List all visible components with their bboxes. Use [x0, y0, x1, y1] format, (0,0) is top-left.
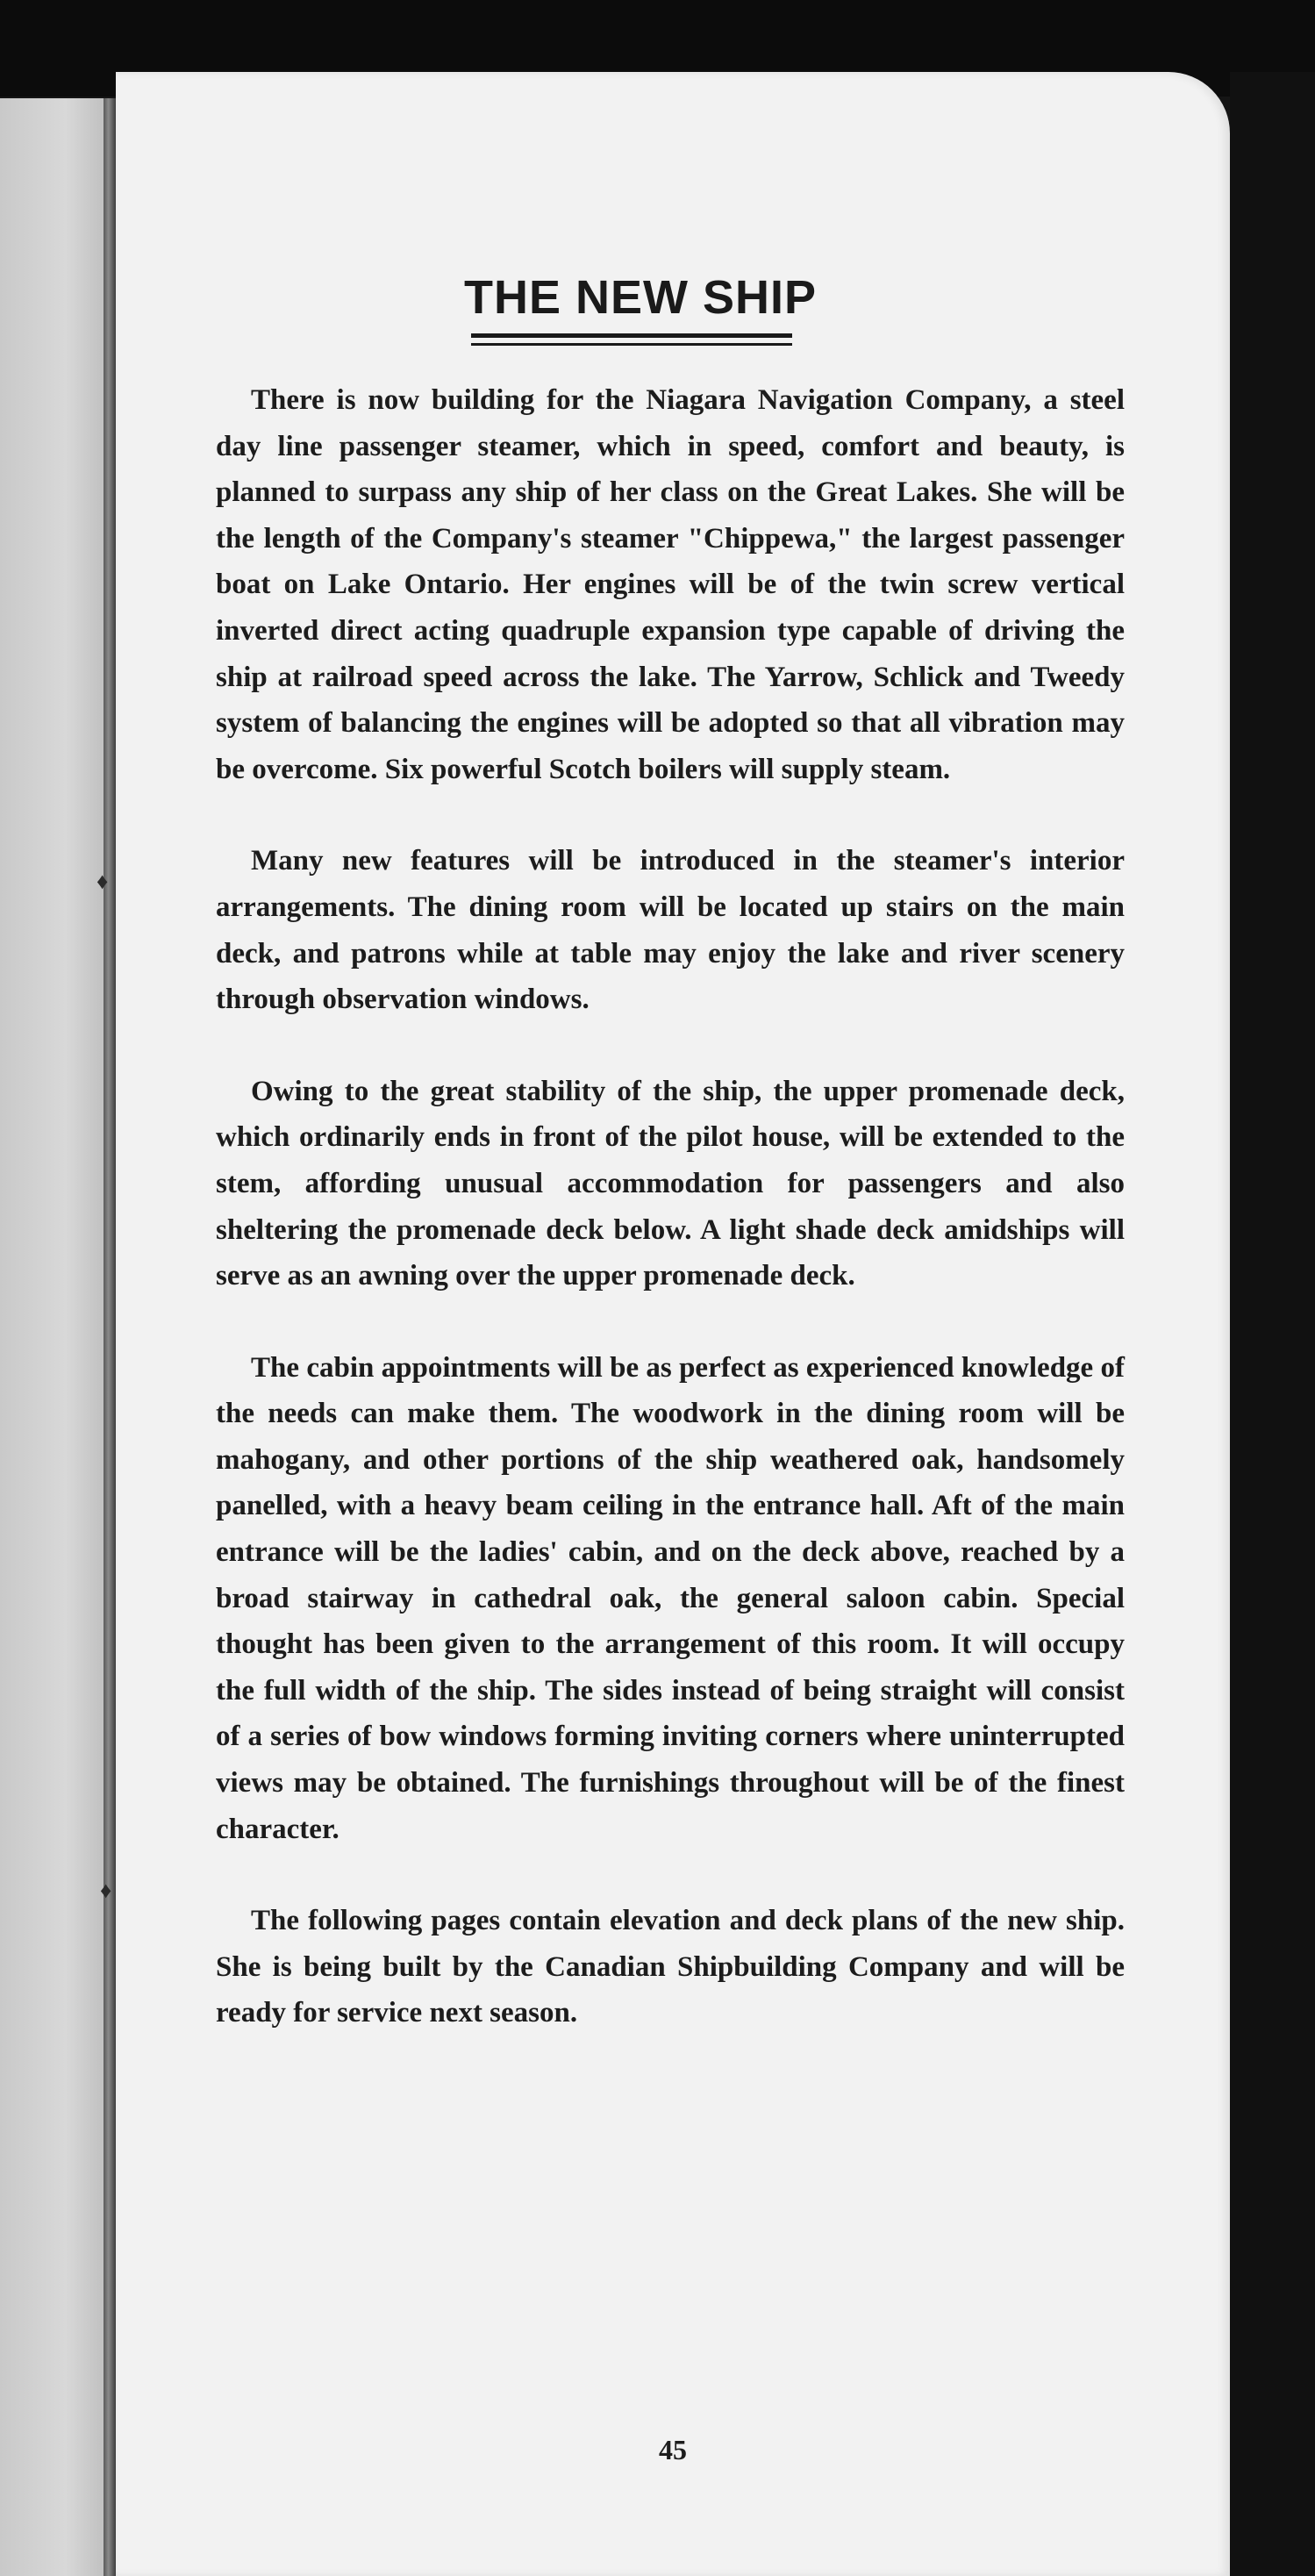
- page-title: THE NEW SHIP: [463, 271, 818, 324]
- title-rule-thin: [471, 343, 792, 346]
- page-number: 45: [659, 2434, 687, 2465]
- paragraph-engines: There is now building for the Niagara Navigation Company, a steel day line passenger steamer, which in speed, comfort and beauty, is planned to surpass any ship of her class on the Great Lakes. She will be the length of the Company's steamer "Chippewa," the largest passenger boat on Lake Ontario. Her engines will be of the twin screw vertical inverted direct acting quadruple expansion type capable of driving the ship at railroad speed across the lake. The Yarrow, Schlick and Tweedy system of balancing the engines will be adopted so that all vibration may be overcome. Six powerful Scotch boilers will supply steam.: [216, 384, 1125, 785]
- margin-mark: ♦: [96, 869, 109, 894]
- title-rule-thick: [471, 333, 792, 338]
- book-spine: [104, 98, 116, 2576]
- article-body: [216, 377, 1125, 2082]
- paragraph-decks: Owing to the great stability of the ship, the upper promenade deck, which ordinarily ends in front of the pilot house, will be extended to the stem, affording unusual accommodation for passengers and also sheltering the promenade deck below. A light shade deck amidships will serve as an awning over the upper promenade deck.: [216, 1075, 1125, 1292]
- facing-page-edge: [0, 98, 110, 2576]
- scan-right-border: [1230, 72, 1315, 2576]
- paragraph-interior: Many new features will be introduced in the steamer's interior arrangements. The dining room will be located up stairs on the main deck, and patrons while at table may enjoy the lake and river scenery through observation windows.: [216, 845, 1125, 1016]
- margin-mark: ♦: [100, 1878, 112, 1903]
- paragraph-construction: The following pages contain elevation and deck plans of the new ship. She is being built by the Canadian Shipbuilding Company and will be ready for service next season.: [216, 1905, 1125, 2029]
- paragraph-cabins: The cabin appointments will be as perfect as experienced knowledge of the needs can make them. The woodwork in the dining room will be mahogany, and other portions of the ship weathered oak, handsomely panelled, with a heavy beam ceiling in the entrance hall. Aft of the main entrance will be the ladies' cabin, and on the deck above, reached by a broad stairway in cathedral oak, the general saloon cabin. Special thought has been given to the arrangement of this room. It will occupy the full width of the ship. The sides instead of being straight will consist of a series of bow windows forming inviting corners where uninterrupted views may be obtained. The furnishings throughout will be of the finest character.: [216, 1351, 1125, 1845]
